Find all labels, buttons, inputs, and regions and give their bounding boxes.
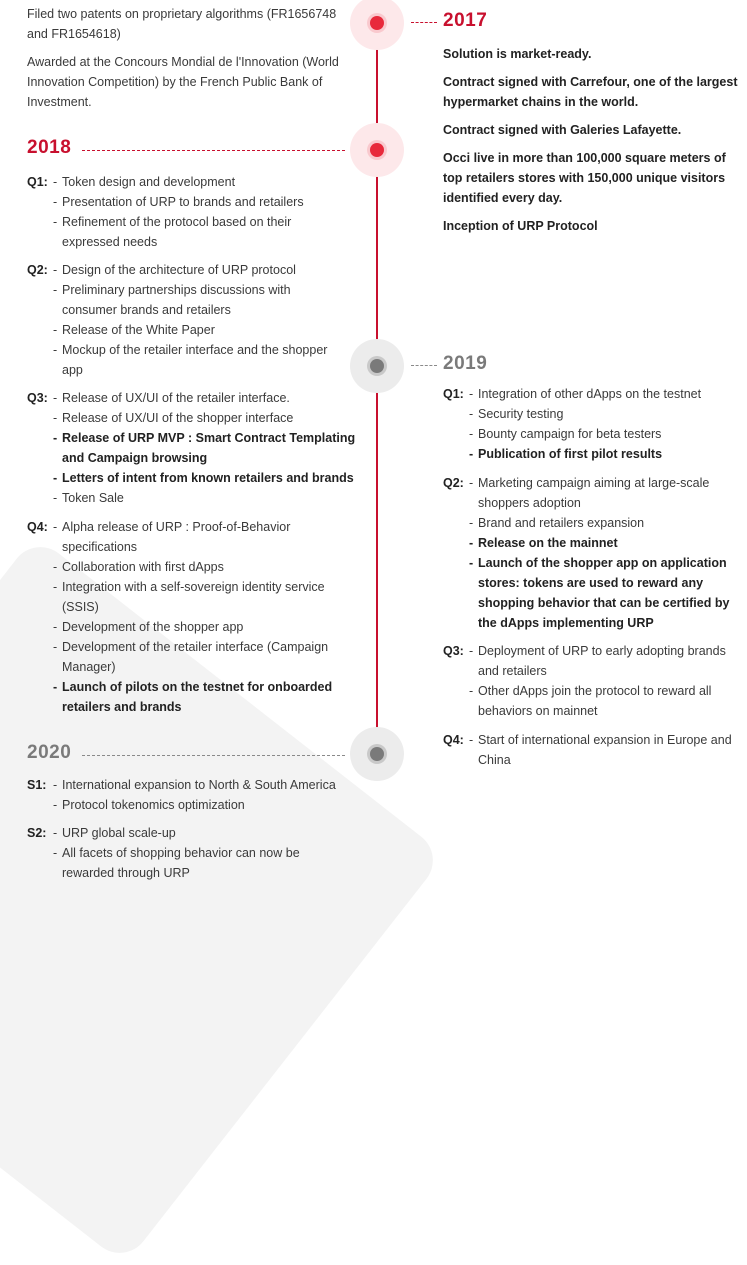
year-2019-heading: 2019 [443, 353, 488, 374]
quarter-label: Q1: [443, 387, 464, 401]
quarter-label: Q2: [27, 263, 48, 277]
quarter-label: Q4: [27, 520, 48, 534]
list-item: - Other dApps join the protocol to reward all behaviors on mainnet [470, 681, 740, 721]
quarter-2019-q1 [443, 384, 743, 464]
list-item: - Release on the mainnet [470, 533, 740, 553]
list-item: - All facets of shopping behavior can now be rewarded through URP [54, 843, 324, 883]
year-2017-list [443, 44, 743, 244]
quarter-2019-q4 [443, 730, 743, 770]
intro-award: Awarded at the Concours Mondial de l'Innovation (World Innovation Competition) by the French Public Bank of Investment. [27, 55, 339, 109]
node-dot-icon [370, 359, 384, 373]
semester-2020-s1 [27, 775, 357, 815]
list-item: - Design of the architecture of URP protocol [54, 260, 344, 280]
list-item: - Mockup of the retailer interface and the shopper app [54, 340, 344, 380]
list-item: - Preliminary partnerships discussions with consumer brands and retailers [54, 280, 344, 320]
list-item: Contract signed with Galeries Lafayette. [443, 123, 682, 137]
intro-patents: Filed two patents on proprietary algorithms (FR1656748 and FR1654618) [27, 7, 337, 41]
list-item: - Refinement of the protocol based on their expressed needs [54, 212, 344, 252]
quarter-2019-q3 [443, 641, 743, 721]
quarter-label: Q3: [443, 644, 464, 658]
list-item: - Launch of the shopper app on application stores: tokens are used to reward any shopping behavior that can be certified by the dApps implementing URP [470, 553, 740, 633]
quarter-2018-q4 [27, 517, 357, 717]
quarter-2018-q2 [27, 260, 357, 380]
year-connector-2018 [82, 150, 345, 151]
list-item: - Bounty campaign for beta testers [470, 424, 740, 444]
intro-text [27, 4, 347, 120]
quarter-label: Q2: [443, 476, 464, 490]
list-item: - Development of the shopper app [54, 617, 344, 637]
quarter-2019-q2 [443, 473, 743, 633]
list-item: Solution is market-ready. [443, 47, 592, 61]
list-item: - URP global scale-up [54, 823, 324, 843]
year-2018-heading: 2018 [27, 137, 72, 158]
list-item: Inception of URP Protocol [443, 219, 598, 233]
node-dot-icon [370, 16, 384, 30]
list-item: - Protocol tokenomics optimization [54, 795, 359, 815]
year-connector-2020 [82, 755, 345, 756]
list-item: - Launch of pilots on the testnet for onboarded retailers and brands [54, 677, 344, 717]
timeline-node-2019 [350, 339, 404, 393]
node-dot-icon [370, 747, 384, 761]
list-item: - Release of UX/UI of the shopper interface [54, 408, 359, 428]
list-item: - Deployment of URP to early adopting brands and retailers [470, 641, 740, 681]
list-item: - Release of the White Paper [54, 320, 344, 340]
quarter-2018-q1 [27, 172, 357, 252]
list-item: - Token design and development [54, 172, 344, 192]
timeline-node-2020 [350, 727, 404, 781]
quarter-label: Q3: [27, 391, 48, 405]
list-item: - Marketing campaign aiming at large-scale shoppers adoption [470, 473, 740, 513]
list-item: - Release of URP MVP : Smart Contract Templating and Campaign browsing [54, 428, 359, 468]
list-item: - Start of international expansion in Europe and China [470, 730, 740, 770]
year-connector-2017 [411, 22, 437, 23]
year-2017-heading: 2017 [443, 10, 488, 31]
semester-label: S1: [27, 778, 47, 792]
list-item: - International expansion to North & South America [54, 775, 359, 795]
node-dot-icon [370, 143, 384, 157]
list-item: - Integration of other dApps on the testnet [470, 384, 740, 404]
list-item: - Integration with a self-sovereign identity service (SSIS) [54, 577, 344, 617]
list-item: - Letters of intent from known retailers and brands [54, 468, 359, 488]
list-item: - Token Sale [54, 488, 359, 508]
year-connector-2019 [411, 365, 437, 366]
year-2020-heading: 2020 [27, 742, 72, 763]
list-item: - Brand and retailers expansion [470, 513, 740, 533]
list-item: - Release of UX/UI of the retailer interface. [54, 388, 359, 408]
list-item: - Publication of first pilot results [470, 444, 740, 464]
quarter-2018-q3 [27, 388, 357, 508]
list-item: - Collaboration with first dApps [54, 557, 344, 577]
list-item: - Presentation of URP to brands and retailers [54, 192, 344, 212]
timeline-node-2018 [350, 123, 404, 177]
list-item: - Alpha release of URP : Proof-of-Behavior specifications [54, 517, 344, 557]
timeline-node-2017 [350, 0, 404, 50]
list-item: - Development of the retailer interface (Campaign Manager) [54, 637, 344, 677]
quarter-label: Q1: [27, 175, 48, 189]
list-item: - Security testing [470, 404, 740, 424]
quarter-label: Q4: [443, 733, 464, 747]
list-item: Occi live in more than 100,000 square meters of top retailers stores with 150,000 unique visitors identified every day. [443, 151, 726, 205]
list-item: Contract signed with Carrefour, one of the largest hypermarket chains in the world. [443, 75, 738, 109]
semester-2020-s2 [27, 823, 357, 883]
semester-label: S2: [27, 826, 47, 840]
